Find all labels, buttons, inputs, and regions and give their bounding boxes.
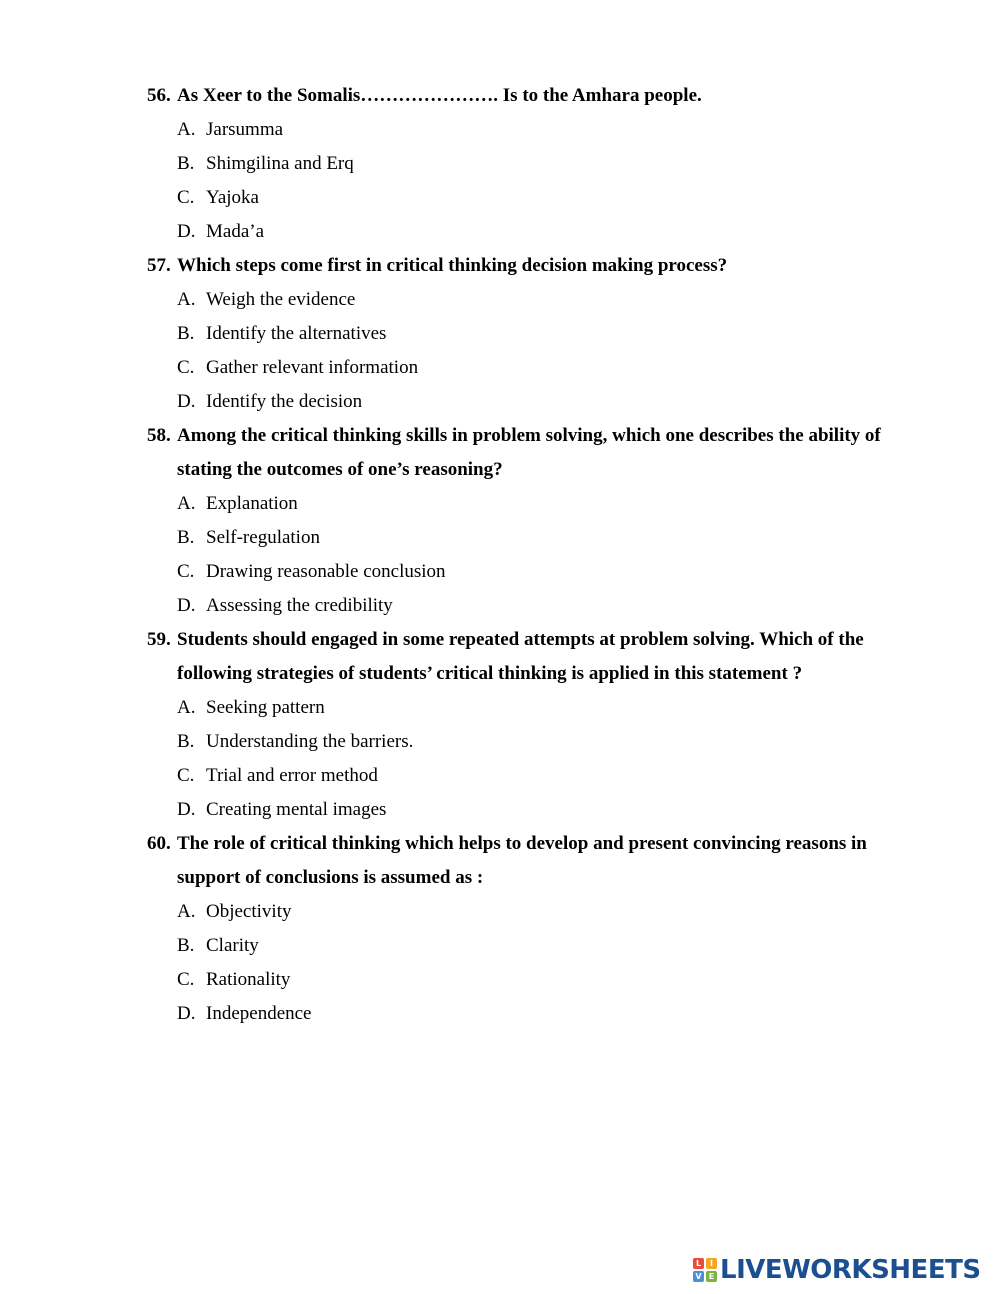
option-letter: A. <box>177 901 196 922</box>
question-number: 59. <box>147 629 171 650</box>
question-text: As Xeer to the Somalis…………………. Is to the Amhara people. <box>177 85 702 106</box>
option-text: Mada’a <box>206 221 265 242</box>
answer-option-b[interactable] <box>177 929 927 963</box>
question-text: Among the critical thinking skills in problem solving, which one describes the ability of stating the outcomes of one’s reasoning? <box>177 425 881 480</box>
option-letter: B. <box>177 527 195 548</box>
question-60 <box>147 827 927 1031</box>
option-letter: D. <box>177 595 196 616</box>
question-text: Which steps come first in critical thinking decision making process? <box>177 255 728 276</box>
answer-option-c[interactable] <box>177 181 927 215</box>
option-text: Clarity <box>206 935 259 956</box>
question-stem <box>147 79 927 113</box>
option-letter: B. <box>177 153 195 174</box>
question-stem <box>147 623 927 691</box>
logo-mark-icon <box>693 1258 717 1282</box>
answer-option-a[interactable] <box>177 895 927 929</box>
option-letter: A. <box>177 289 196 310</box>
option-text: Rationality <box>206 969 291 990</box>
option-letter: C. <box>177 969 195 990</box>
option-text: Drawing reasonable conclusion <box>206 561 446 582</box>
answer-option-c[interactable] <box>177 351 927 385</box>
logo-mark-cell: I <box>706 1258 717 1269</box>
option-letter: D. <box>177 799 196 820</box>
answer-option-d[interactable] <box>177 215 927 249</box>
question-list <box>147 79 927 1031</box>
option-text: Trial and error method <box>206 765 378 786</box>
question-number: 56. <box>147 85 171 106</box>
option-letter: D. <box>177 391 196 412</box>
answer-option-c[interactable] <box>177 759 927 793</box>
question-56 <box>147 79 927 249</box>
option-text: Jarsumma <box>206 119 284 140</box>
question-text: Students should engaged in some repeated attempts at problem solving. Which of the following strategies of students’ critical thinking is applied in this statement ? <box>177 629 864 684</box>
option-letter: C. <box>177 561 195 582</box>
answer-option-d[interactable] <box>177 793 927 827</box>
option-text: Seeking pattern <box>206 697 325 718</box>
option-letter: A. <box>177 493 196 514</box>
option-text: Yajoka <box>206 187 259 208</box>
question-number: 60. <box>147 833 171 854</box>
answer-option-a[interactable] <box>177 113 927 147</box>
option-letter: C. <box>177 187 195 208</box>
option-text: Creating mental images <box>206 799 387 820</box>
option-text: Explanation <box>206 493 298 514</box>
question-57 <box>147 249 927 419</box>
question-number: 58. <box>147 425 171 446</box>
answer-option-d[interactable] <box>177 997 927 1031</box>
option-letter: B. <box>177 731 195 752</box>
option-text: Understanding the barriers. <box>206 731 414 752</box>
question-stem <box>147 249 927 283</box>
question-59 <box>147 623 927 827</box>
option-text: Shimgilina and Erq <box>206 153 354 174</box>
option-text: Objectivity <box>206 901 292 922</box>
answer-option-b[interactable] <box>177 317 927 351</box>
logo-mark-cell: E <box>706 1271 717 1282</box>
option-letter: A. <box>177 119 196 140</box>
question-text: The role of critical thinking which helps to develop and present convincing reasons in support of conclusions is assumed as : <box>177 833 867 888</box>
answer-option-a[interactable] <box>177 691 927 725</box>
option-text: Independence <box>206 1003 312 1024</box>
answer-option-d[interactable] <box>177 385 927 419</box>
option-letter: B. <box>177 323 195 344</box>
question-number: 57. <box>147 255 171 276</box>
answer-option-b[interactable] <box>177 147 927 181</box>
option-letter: A. <box>177 697 196 718</box>
answer-option-b[interactable] <box>177 725 927 759</box>
question-stem <box>147 419 927 487</box>
logo-mark-cell: L <box>693 1258 704 1269</box>
option-letter: C. <box>177 765 195 786</box>
option-letter: D. <box>177 1003 196 1024</box>
question-58 <box>147 419 927 623</box>
option-letter: B. <box>177 935 195 956</box>
option-text: Weigh the evidence <box>206 289 356 310</box>
option-text: Self-regulation <box>206 527 320 548</box>
option-letter: C. <box>177 357 195 378</box>
question-stem <box>147 827 927 895</box>
answer-option-a[interactable] <box>177 283 927 317</box>
option-text: Identify the decision <box>206 391 363 412</box>
logo-wordmark: LIVEWORKSHEETS <box>720 1255 981 1285</box>
answer-option-c[interactable] <box>177 555 927 589</box>
option-letter: D. <box>177 221 196 242</box>
liveworksheets-logo <box>693 1254 981 1286</box>
answer-option-b[interactable] <box>177 521 927 555</box>
option-text: Gather relevant information <box>206 357 419 378</box>
answer-option-d[interactable] <box>177 589 927 623</box>
option-text: Assessing the credibility <box>206 595 393 616</box>
answer-option-a[interactable] <box>177 487 927 521</box>
option-text: Identify the alternatives <box>206 323 387 344</box>
answer-option-c[interactable] <box>177 963 927 997</box>
logo-mark-cell: V <box>693 1271 704 1282</box>
